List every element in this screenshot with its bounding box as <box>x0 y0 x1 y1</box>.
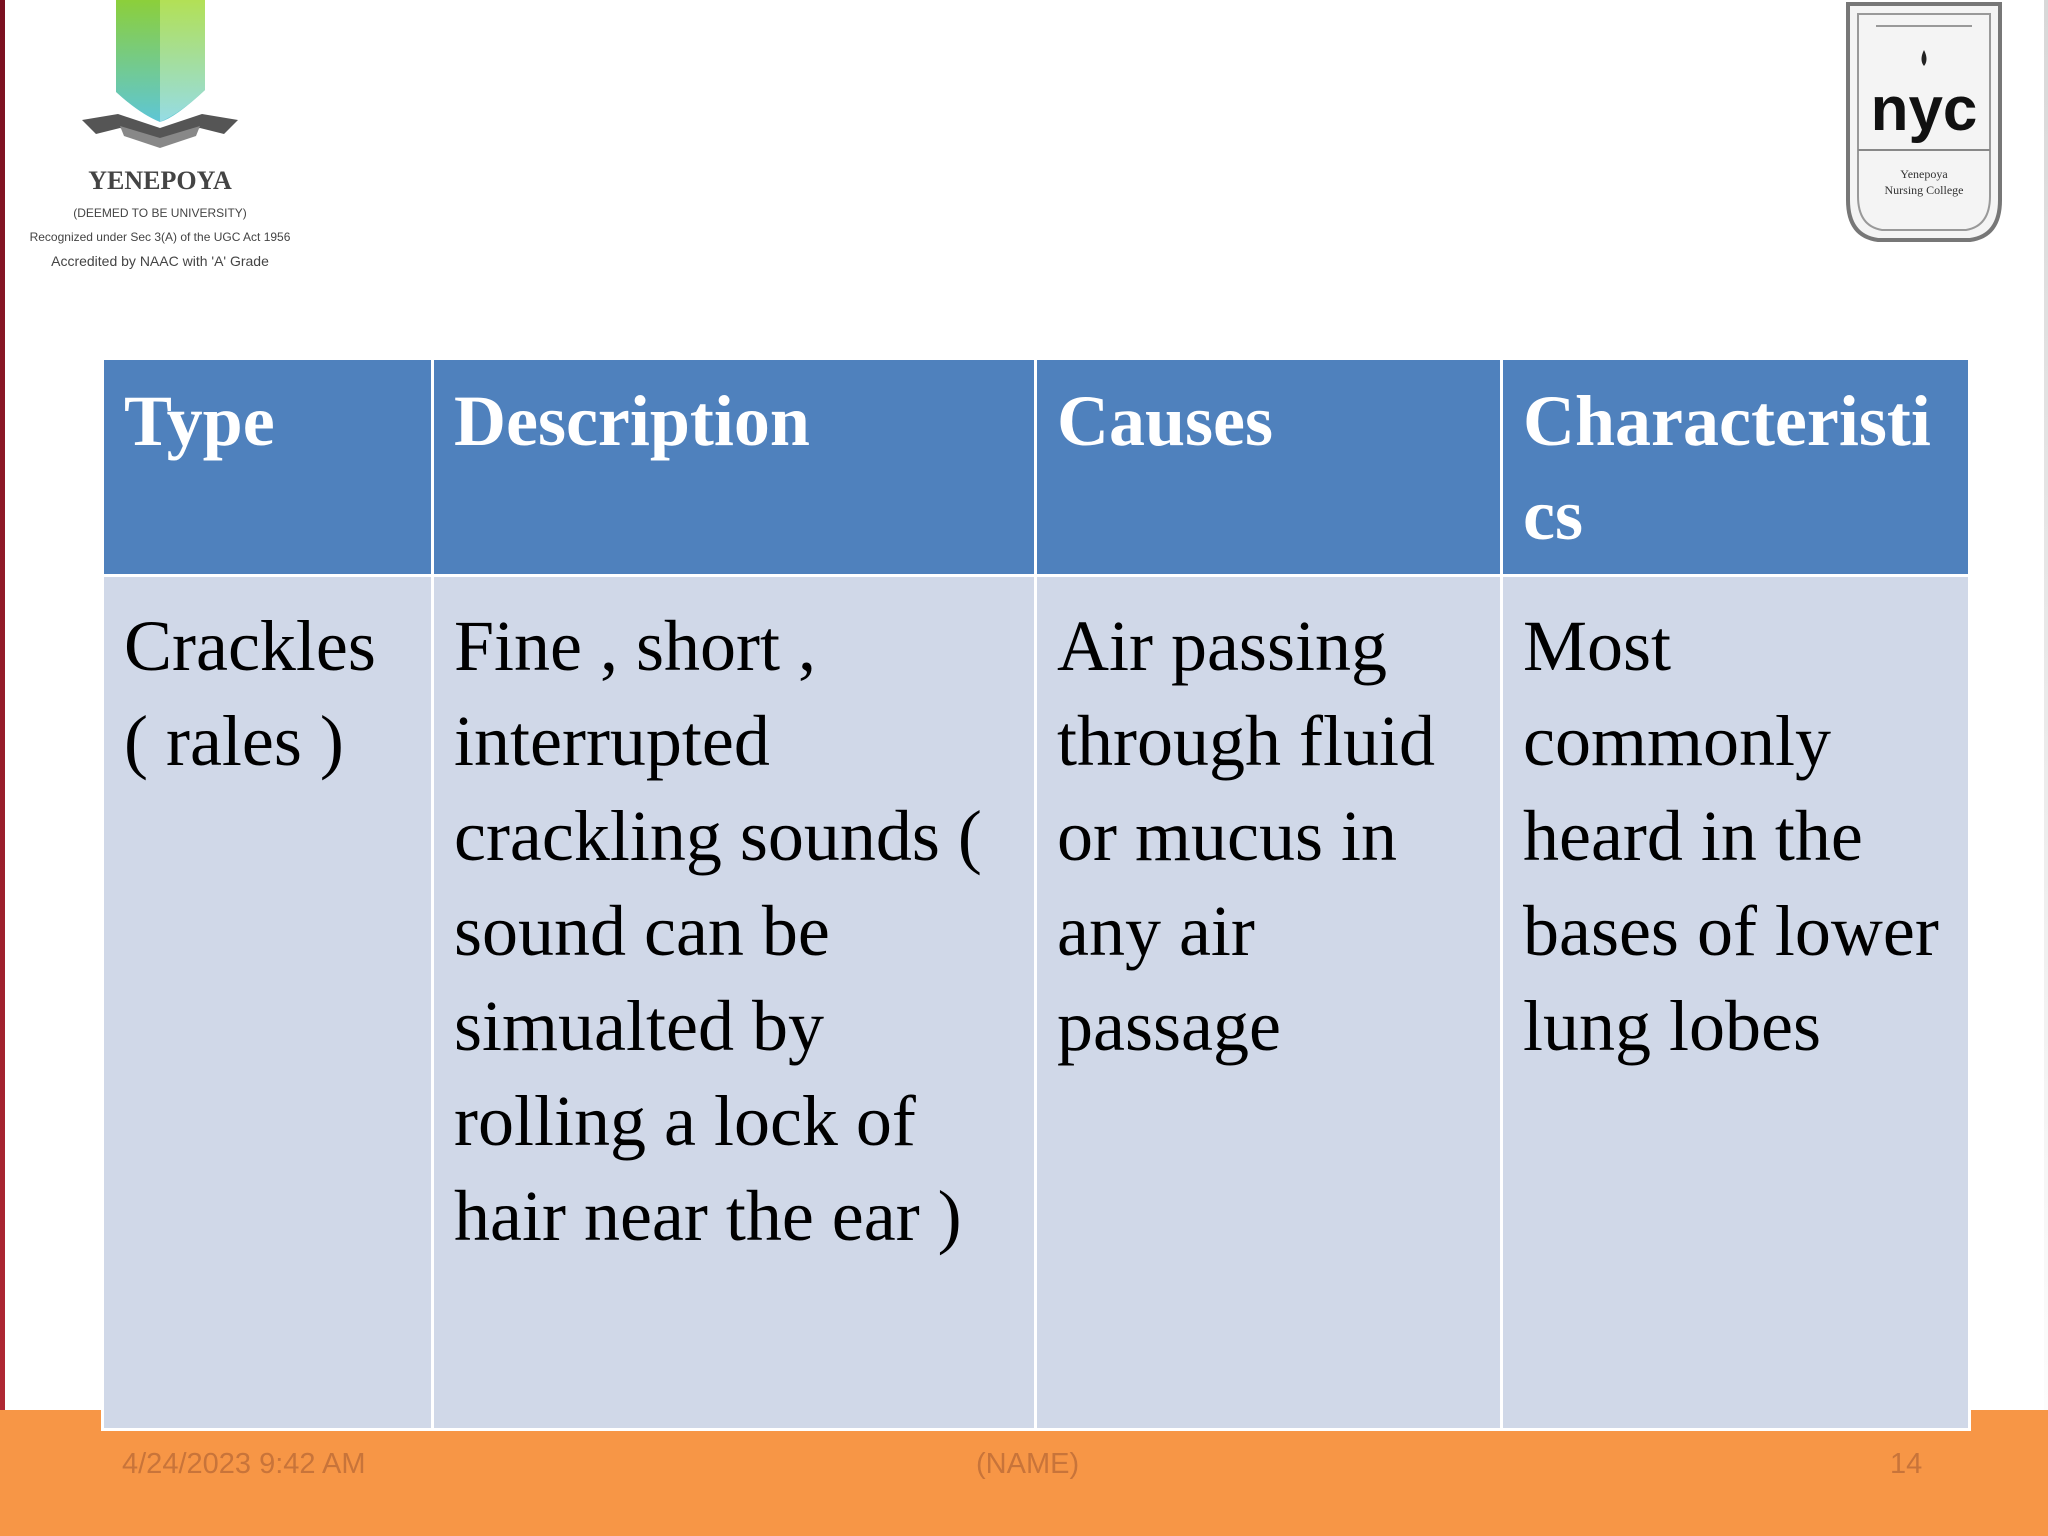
cell-type: Crackles ( rales ) <box>103 576 433 1430</box>
logo-left-line1: (DEEMED TO BE UNIVERSITY) <box>73 206 247 220</box>
footer-page-number: 14 <box>1890 1448 1923 1480</box>
header-description: Description <box>433 359 1036 576</box>
cell-description: Fine , short , interrupted crackling sounds ( sound can be simualted by rolling a lock of hair near the ear ) <box>433 576 1036 1430</box>
crest-caption-line2: Nursing College <box>1884 183 1964 197</box>
table-row <box>103 576 1970 1430</box>
nursing-college-crest <box>1840 0 2008 245</box>
logo-left-name: YENEPOYA <box>88 166 232 195</box>
yenepoya-logo <box>0 0 320 280</box>
crest-shield-icon <box>1840 0 2008 245</box>
table-header-row <box>103 359 1970 576</box>
header-causes: Causes <box>1036 359 1502 576</box>
crest-caption <box>1862 166 1986 198</box>
header-type: Type <box>103 359 433 576</box>
yenepoya-emblem-icon <box>0 0 320 170</box>
crest-caption-line1: Yenepoya <box>1900 167 1948 181</box>
footer-name: (NAME) <box>976 1448 1080 1480</box>
cell-causes: Air passing through fluid or mucus in any air passage <box>1036 576 1502 1430</box>
crest-monogram: nyc <box>1870 75 1978 144</box>
header-characteristics: Characteristics <box>1502 359 1970 576</box>
footer-date: 4/24/2023 9:42 AM <box>122 1448 366 1480</box>
logo-left-line2: Recognized under Sec 3(A) of the UGC Act 1956 <box>29 230 291 244</box>
breath-sounds-table <box>101 357 1971 1431</box>
cell-characteristics: Most commonly heard in the bases of lower lung lobes <box>1502 576 1970 1430</box>
right-frame-edge <box>2044 0 2048 1536</box>
logo-left-line3: Accredited by NAAC with 'A' Grade <box>51 253 269 269</box>
